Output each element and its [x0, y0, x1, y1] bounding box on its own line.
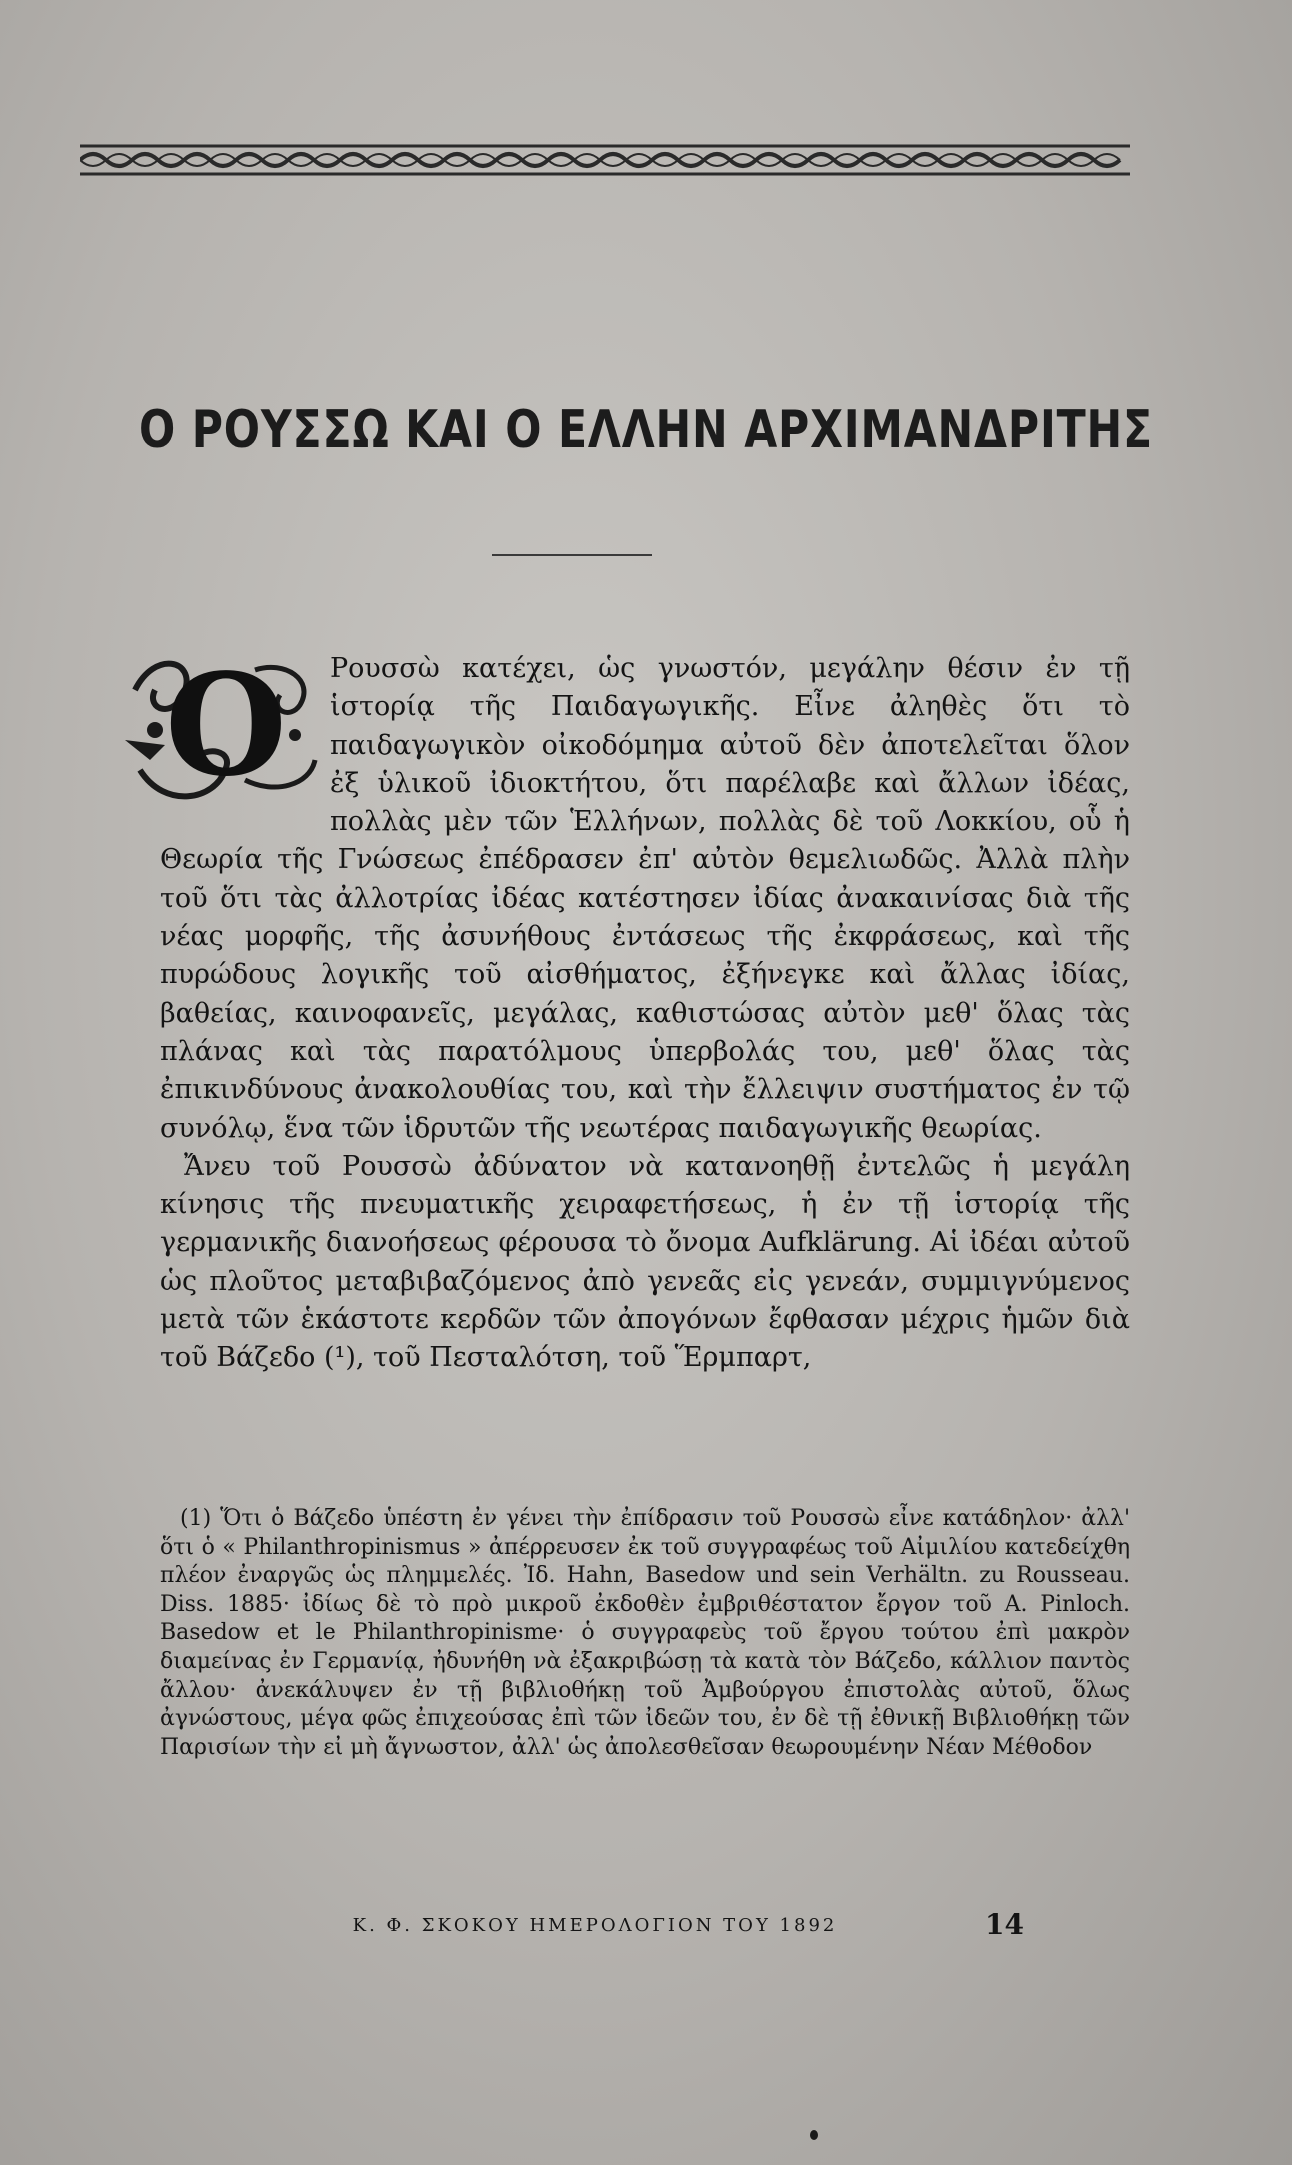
paragraph-2: Ἄνευ τοῦ Ρουσσὼ ἀδύνατον νὰ κατανοηθῇ ἐντελῶς ἡ μεγάλη κίνησις τῆς πνευματικῆς χειραφετήσεως, ἡ ἐν τῇ ἱστορίᾳ τῆς γερμανικῆς διανοήσεως φέρουσα τὸ ὄνομα Aufklärung. Αἱ ἰδέαι αὐτοῦ ὡς πλοῦτος μεταβιβαζόμενος ἀπὸ γενεᾶς εἰς γενεάν, συμμιγνύμενος μετὰ τῶν ἑκάστοτε κερδῶν τῶν ἀπογόνων ἔφθασαν μέχρις ἡμῶν διὰ τοῦ Βάζεδο (¹), τοῦ Πεσταλότση, τοῦ Ἕρμπαρτ, — [160, 1150, 1130, 1374]
header-ornament — [80, 140, 1130, 180]
page-number: 14 — [985, 1908, 1024, 1941]
footnote: (1) Ὅτι ὁ Βάζεδο ὑπέστη ἐν γένει τὴν ἐπίδρασιν τοῦ Ρουσσὼ εἶνε κατάδηλον· ἀλλ' ὅτι ὁ « Philanthropinismus » ἀπέρρευσεν ἐκ τοῦ συγγραφέως τοῦ Αἰμιλίου κατεδείχθη πλέον ἐναργῶς ὡς πλημμελές. Ἰδ. Hahn, Basedow und sein Verhältn. zu Rousseau. Diss. 1885· ἰδίως δὲ τὸ πρὸ μικροῦ ἐκδοθὲν ἐμβριθέστατον ἔργον τοῦ A. Pinloch. Basedow et le Philanthropinisme· ὁ συγγραφεὺς τοῦ ἔργου τούτου ἐπὶ μακρὸν διαμείνας ἐν Γερμανίᾳ, ἠδυνήθη νὰ ἐξακριβώσῃ τὰ κατὰ τὸν Βάζεδο, κάλλιον παντὸς ἄλλου· ἀνεκάλυψεν ἐν τῇ βιβλιοθήκῃ τοῦ Ἀμβούργου ἐπιστολὰς αὐτοῦ, ὅλως ἀγνώστους, μέγα φῶς ἐπιχεούσας ἐπὶ τῶν ἰδεῶν του, ἐν δὲ τῇ ἐθνικῇ Βιβλιοθήκῃ τῶν Παρισίων τὴν εἰ μὴ ἄγνωστον, ἀλλ' ὡς ἀπολεσθεῖσαν θεωρουμένην Νέαν Μέθοδον — [160, 1506, 1130, 1760]
paragraph-1 — [160, 644, 1130, 1148]
ornamental-drop-cap — [125, 644, 320, 810]
running-footer: Κ. Φ. ΣΚΟΚΟΥ ΗΜΕΡΟΛΟΓΙΟΝ ΤΟΥ 1892 — [352, 1915, 838, 1936]
article-body — [160, 644, 1130, 1378]
paragraph-1-text: Ρουσσὼ κατέχει, ὡς γνωστόν, μεγάλην θέσιν ἐν τῇ ἱστορίᾳ τῆς Παιδαγωγικῆς. Εἶνε ἀληθὲς ὅτι τὸ παιδαγωγικὸν οἰκοδόμημα αὐτοῦ δὲν ἀποτελεῖται ὅλον ἐξ ὑλικοῦ ἰδιοκτήτου, ὅτι παρέλαβε καὶ ἄλλων ἰδέας, πολλὰς μὲν τῶν Ἑλλήνων, πολλὰς δὲ τοῦ Λοκκίου, οὗ ἡ Θεωρία τῆς Γνώσεως ἐπέδρασεν ἐπ' αὐτὸν θεμελιωδῶς. Ἀλλὰ πλὴν τοῦ ὅτι τὰς ἀλλοτρίας ἰδέας κατέστησεν ἰδίας ἀνακαινίσας διὰ τῆς νέας μορφῆς, τῆς ἀσυνήθους ἐντάσεως τῆς ἐκφράσεως, καὶ τῆς πυρώδους λογικῆς τοῦ αἰσθήματος, ἐξήνεγκε καὶ ἄλλας ἰδίας, βαθείας, καινοφανεῖς, μεγάλας, καθιστώσας αὐτὸν μεθ' ὅλας τὰς πλάνας καὶ τὰς παρατόλμους ὑπερβολάς του, μεθ' ὅλας τὰς ἐπικινδύνους ἀνακολουθίας του, καὶ τὴν ἔλλειψιν συστήματος ἐν τῷ συνόλῳ, ἕνα τῶν ἱδρυτῶν τῆς νεωτέρας παιδαγωγικῆς θεωρίας. — [160, 653, 1130, 1144]
article-title: Ο ΡΟΥΣΣΩ ΚΑΙ Ο ΕΛΛΗΝ ΑΡΧΙΜΑΝΔΡΙΤΗΣ — [138, 400, 1154, 460]
drop-cap-letter: Ο — [165, 644, 287, 808]
ink-blot — [810, 2130, 818, 2140]
title-divider — [492, 554, 652, 556]
